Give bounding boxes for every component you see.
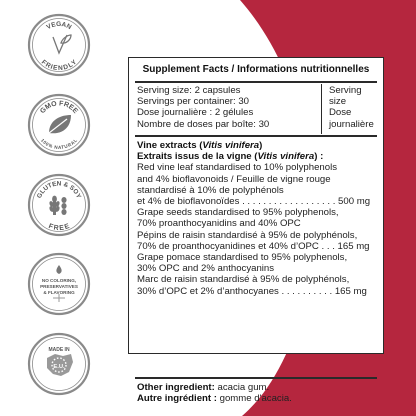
serving-info — [137, 85, 317, 130]
ingredient-line: Grape pomace standardised to 95% polyphenols, — [137, 252, 348, 264]
other-ingredient-fr: Autre ingrédient : gomme d'acacia. — [137, 393, 292, 405]
ingredient-line: Pépins de raisin standardisé à 95% de polyphénols, — [137, 229, 358, 241]
serving-header-line: journalière — [329, 118, 374, 130]
serving-line: Dose journalière : 2 gélules — [137, 107, 254, 119]
serving-header-line: Dose — [329, 107, 352, 119]
extract-heading-en: Vine extracts (Vitis vinifera) — [137, 140, 263, 151]
ingredient-line: Grape seeds standardised to 95% polyphenols, — [137, 207, 339, 219]
serving-header-line: Serving — [329, 85, 362, 96]
other-ingredients — [137, 382, 292, 404]
ingredient-line: Red vine leaf standardised to 10% polyphenols — [137, 162, 338, 174]
badge-bottom-text: FREE — [47, 222, 71, 233]
badge-bottom-text: E.U. — [53, 364, 65, 370]
badge-bottom-text: FRIENDLY — [39, 58, 79, 73]
vegan-friendly-badge — [27, 13, 91, 77]
ingredient-line: et 4% de bioflavonoïdes . . . . . . . . . . . . . . . . . . 500 mg — [137, 196, 371, 208]
serving-line: Servings per container: 30 — [137, 96, 249, 108]
ingredient-line: 30% OPC and 2% anthocyanins — [137, 263, 275, 275]
badge-line-2: PRESERVATIVES — [40, 284, 78, 289]
ingredient-line: 70% proanthocyanidins and 40% OPC — [137, 218, 301, 230]
gmo-free-badge — [27, 93, 91, 157]
extract-heading-fr: Extraits issus de la vigne (Vitis vinifera) : — [137, 151, 324, 163]
other-ingredient-en: Other ingredient: acacia gum. — [137, 382, 270, 393]
badge-top-text: GMO FREE — [39, 100, 79, 116]
extracts-section — [137, 140, 379, 297]
badge-top-text: MADE IN — [48, 347, 70, 353]
serving-header-line: size — [329, 96, 347, 108]
serving-column-header — [329, 85, 381, 130]
no-additives-badge — [27, 252, 91, 316]
badge-bottom-text: 100% NATURAL — [39, 137, 79, 151]
ingredient-line: standardisé à 10% de polyphénols — [137, 184, 284, 196]
badge-line-1: NO COLORING, — [41, 278, 77, 283]
badge-top-text: VEGAN — [45, 20, 73, 32]
badge-line-3: & FLAVORING — [43, 290, 75, 295]
ingredient-line: 30% d’OPC et 2% d’anthocyanes . . . . . . . . . . 165 mg — [137, 285, 367, 297]
serving-divider — [321, 84, 322, 134]
serving-rule — [135, 135, 377, 137]
badge-top-text: GLUTEN & SOY — [35, 180, 83, 200]
gluten-soy-free-badge — [27, 173, 91, 237]
ingredient-line: 70% de proanthocyanidines et 40% d’OPC . . . 165 mg — [137, 240, 370, 252]
facts-title: Supplement Facts / Informations nutritionnelles — [142, 64, 370, 75]
serving-line: Nombre de doses par boîte: 30 — [137, 118, 270, 130]
serving-line: Serving size: 2 capsules — [137, 85, 241, 96]
supplement-facts-panel — [128, 57, 384, 405]
ingredient-line: Marc de raisin standardisé à 95% de polyphénols, — [137, 274, 350, 286]
other-rule — [135, 377, 377, 379]
ingredient-line: and 4% bioflavonoids / Feuille de vigne rouge — [137, 173, 331, 185]
title-rule — [135, 81, 377, 83]
made-in-eu-badge — [27, 332, 91, 396]
